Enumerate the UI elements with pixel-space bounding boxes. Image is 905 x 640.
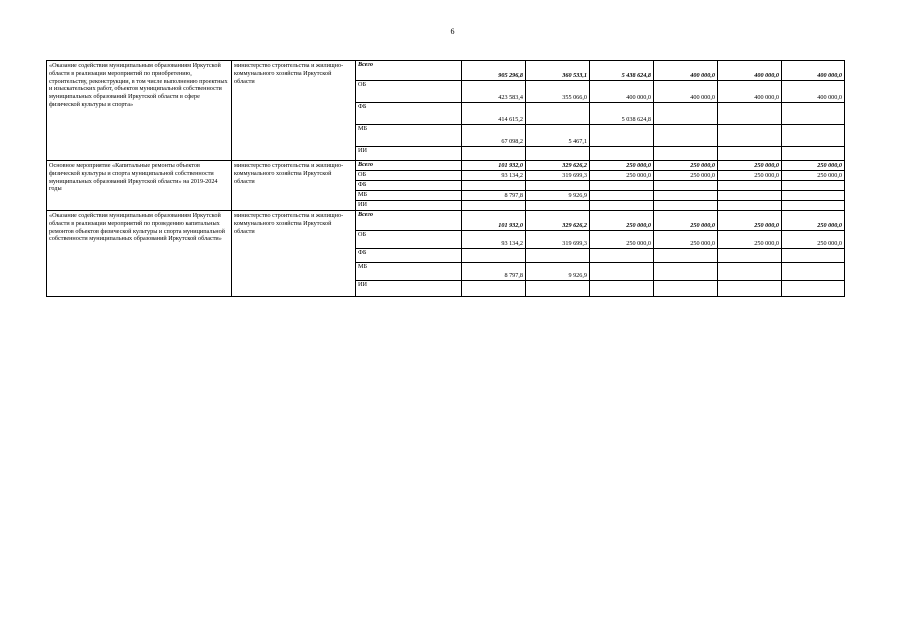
amount-cell (462, 201, 526, 211)
table-row (47, 61, 845, 81)
amount-cell (654, 125, 718, 147)
amount-cell (782, 103, 845, 125)
funding-source: ОБ (356, 81, 462, 103)
funding-source: Всего (356, 211, 462, 231)
amount-cell: 400 000,0 (782, 61, 845, 81)
amount-cell: 5 438 624,8 (590, 61, 654, 81)
amount-cell (590, 181, 654, 191)
amount-cell: 400 000,0 (654, 61, 718, 81)
amount-cell (526, 201, 590, 211)
executor-name: министерство строительства и жилищно-коммунального хозяйства Иркутской области (232, 211, 356, 297)
amount-cell (782, 181, 845, 191)
amount-cell: 250 000,0 (654, 171, 718, 181)
amount-cell: 400 000,0 (590, 81, 654, 103)
amount-cell (462, 281, 526, 297)
amount-cell: 5 467,1 (526, 125, 590, 147)
amount-cell: 8 797,8 (462, 191, 526, 201)
amount-cell: 400 000,0 (718, 61, 782, 81)
amount-cell: 250 000,0 (654, 211, 718, 231)
funding-source: ФБ (356, 103, 462, 125)
amount-cell: 101 932,0 (462, 211, 526, 231)
amount-cell: 250 000,0 (782, 231, 845, 249)
table-row (47, 161, 845, 171)
amount-cell (462, 147, 526, 161)
amount-cell: 250 000,0 (590, 211, 654, 231)
amount-cell (782, 281, 845, 297)
amount-cell (654, 147, 718, 161)
executor-name: министерство строительства и жилищно-коммунального хозяйства Иркутской области (232, 161, 356, 211)
amount-cell (718, 263, 782, 281)
amount-cell (782, 125, 845, 147)
amount-cell: 423 583,4 (462, 81, 526, 103)
amount-cell (526, 103, 590, 125)
amount-cell: 250 000,0 (590, 231, 654, 249)
funding-source: МБ (356, 263, 462, 281)
amount-cell: 905 296,8 (462, 61, 526, 81)
amount-cell: 250 000,0 (782, 161, 845, 171)
amount-cell (718, 249, 782, 263)
activity-name: «Оказание содействия муниципальным образованиям Иркутской области в реализации мероприятий по приобретению, строительству, реконструкции, в том числе выполнению проектных и изыскательских работ, объектов муниципальной собственности муниципальных образований Иркутской области в сфере физической культуры и спорта» (47, 61, 232, 161)
amount-cell: 5 038 624,8 (590, 103, 654, 125)
amount-cell: 250 000,0 (590, 171, 654, 181)
amount-cell: 360 533,1 (526, 61, 590, 81)
amount-cell (718, 191, 782, 201)
amount-cell: 93 134,2 (462, 171, 526, 181)
funding-source: ИИ (356, 281, 462, 297)
amount-cell (654, 201, 718, 211)
amount-cell (718, 103, 782, 125)
activity-name: Основное мероприятие «Капитальные ремонты объектов физической культуры и спорта муниципальной собственности муниципальных образований Иркутской области» на 2019-2024 годы (47, 161, 232, 211)
amount-cell: 250 000,0 (718, 231, 782, 249)
amount-cell (462, 249, 526, 263)
amount-cell: 250 000,0 (718, 161, 782, 171)
amount-cell (590, 263, 654, 281)
amount-cell (590, 191, 654, 201)
amount-cell (782, 191, 845, 201)
amount-cell: 355 066,0 (526, 81, 590, 103)
amount-cell (718, 147, 782, 161)
amount-cell (782, 201, 845, 211)
amount-cell (654, 281, 718, 297)
amount-cell (654, 263, 718, 281)
amount-cell (462, 181, 526, 191)
amount-cell: 9 926,9 (526, 191, 590, 201)
funding-source: ОБ (356, 171, 462, 181)
amount-cell: 250 000,0 (782, 211, 845, 231)
amount-cell (718, 281, 782, 297)
funding-source: ИИ (356, 147, 462, 161)
amount-cell: 9 926,9 (526, 263, 590, 281)
amount-cell: 67 098,2 (462, 125, 526, 147)
funding-source: ФБ (356, 181, 462, 191)
amount-cell (782, 263, 845, 281)
page-number: 6 (450, 27, 455, 36)
activity-name: «Оказание содействия муниципальным образованиям Иркутской области в реализации мероприятий по проведению капитальных ремонтов объектов физической культуры и спорта муниципальной собственности муниципальных образований Иркутской области» (47, 211, 232, 297)
amount-cell (718, 125, 782, 147)
funding-source: МБ (356, 125, 462, 147)
amount-cell (590, 249, 654, 263)
amount-cell (526, 181, 590, 191)
amount-cell (654, 191, 718, 201)
executor-name: министерство строительства и жилищно-коммунального хозяйства Иркутской области (232, 61, 356, 161)
amount-cell: 414 615,2 (462, 103, 526, 125)
amount-cell (654, 103, 718, 125)
amount-cell: 250 000,0 (718, 171, 782, 181)
amount-cell (718, 201, 782, 211)
amount-cell: 329 626,2 (526, 211, 590, 231)
amount-cell (590, 147, 654, 161)
amount-cell: 93 134,2 (462, 231, 526, 249)
amount-cell: 329 626,2 (526, 161, 590, 171)
amount-cell: 101 932,0 (462, 161, 526, 171)
funding-table (46, 60, 845, 297)
amount-cell (590, 281, 654, 297)
funding-source: Всего (356, 61, 462, 81)
amount-cell (654, 249, 718, 263)
amount-cell (590, 201, 654, 211)
funding-source: Всего (356, 161, 462, 171)
funding-source: ФБ (356, 249, 462, 263)
amount-cell (526, 281, 590, 297)
amount-cell: 8 797,8 (462, 263, 526, 281)
amount-cell: 319 699,3 (526, 231, 590, 249)
amount-cell: 250 000,0 (718, 211, 782, 231)
amount-cell (654, 181, 718, 191)
amount-cell: 250 000,0 (590, 161, 654, 171)
funding-source: МБ (356, 191, 462, 201)
funding-source: ИИ (356, 201, 462, 211)
amount-cell (526, 147, 590, 161)
amount-cell: 400 000,0 (654, 81, 718, 103)
amount-cell: 400 000,0 (718, 81, 782, 103)
amount-cell (526, 249, 590, 263)
amount-cell: 250 000,0 (654, 231, 718, 249)
funding-source: ОБ (356, 231, 462, 249)
amount-cell (590, 125, 654, 147)
amount-cell: 319 699,3 (526, 171, 590, 181)
table-row (47, 211, 845, 231)
amount-cell: 250 000,0 (782, 171, 845, 181)
amount-cell (718, 181, 782, 191)
amount-cell (782, 147, 845, 161)
amount-cell: 400 000,0 (782, 81, 845, 103)
amount-cell (782, 249, 845, 263)
amount-cell: 250 000,0 (654, 161, 718, 171)
